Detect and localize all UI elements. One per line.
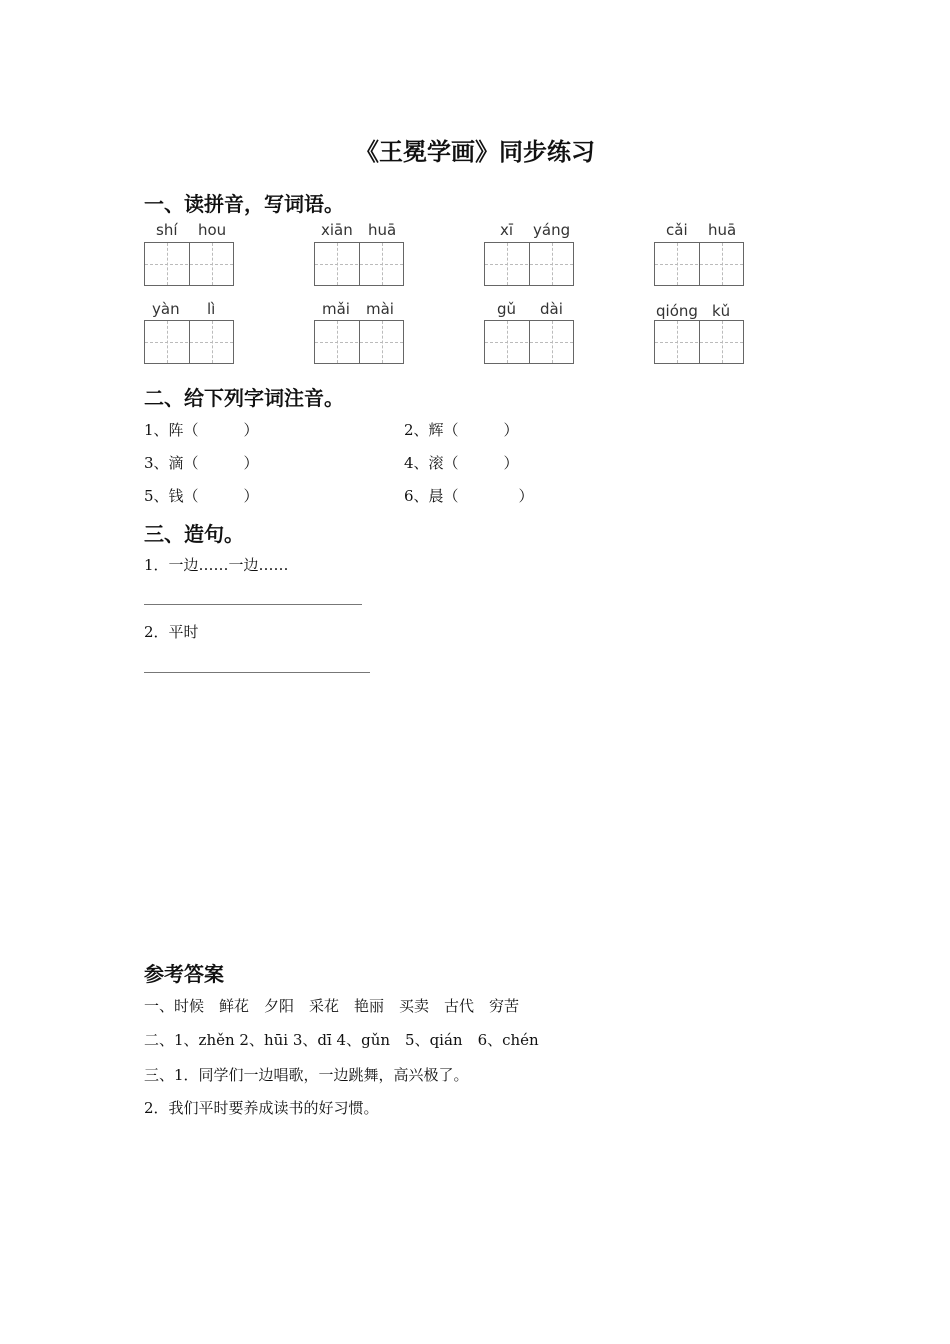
pinyin-1: shí xyxy=(156,221,178,239)
answer-line-2[interactable] xyxy=(144,672,370,673)
section3-heading: 三、造句。 xyxy=(144,522,244,546)
writing-box[interactable] xyxy=(314,242,404,286)
pinyin-2: lì xyxy=(207,300,216,318)
pinyin-2: mài xyxy=(366,300,394,318)
pinyin-1: xī xyxy=(500,221,514,239)
pinyin-2: dài xyxy=(540,300,563,318)
pinyin-1: yàn xyxy=(152,300,180,318)
writing-box[interactable] xyxy=(314,320,404,364)
pinyin-2: yáng xyxy=(533,221,571,239)
pinyin-1: cǎi xyxy=(666,221,688,239)
sentence-prompt-1: 1．一边……一边…… xyxy=(144,556,289,574)
pinyin-2: hou xyxy=(198,221,227,239)
answer-line: 三、1．同学们一边唱歌，一边跳舞，高兴极了。 xyxy=(144,1066,469,1084)
pinyin-2: kǔ xyxy=(712,302,731,320)
answer-line: 2．我们平时要养成读书的好习惯。 xyxy=(144,1099,379,1117)
answers-heading: 参考答案 xyxy=(144,962,224,986)
question-item: 2、辉（ ） xyxy=(404,421,519,439)
question-item: 6、晨（ ） xyxy=(404,487,534,505)
pinyin-1: mǎi xyxy=(322,300,350,318)
question-item: 4、滚（ ） xyxy=(404,454,519,472)
writing-box[interactable] xyxy=(654,242,744,286)
answer-line-1[interactable] xyxy=(144,604,362,605)
page-title: 《王冕学画》同步练习 xyxy=(355,138,595,166)
pinyin-1: gǔ xyxy=(497,300,517,318)
answer-line: 一、时候 鲜花 夕阳 采花 艳丽 买卖 古代 穷苦 xyxy=(144,997,520,1015)
writing-box[interactable] xyxy=(484,242,574,286)
pinyin-1: xiān xyxy=(321,221,353,239)
question-item: 1、阵（ ） xyxy=(144,421,259,439)
pinyin-2: huā xyxy=(708,221,737,239)
section2-heading: 二、给下列字词注音。 xyxy=(144,386,344,410)
sentence-prompt-2: 2．平时 xyxy=(144,623,199,641)
pinyin-1: qióng xyxy=(656,302,698,320)
pinyin-2: huā xyxy=(368,221,397,239)
writing-box[interactable] xyxy=(144,242,234,286)
answer-line: 二、1、zhěn 2、hūi 3、dī 4、gǔn 5、qián 6、chén xyxy=(144,1031,539,1049)
question-item: 3、滴（ ） xyxy=(144,454,259,472)
writing-box[interactable] xyxy=(484,320,574,364)
question-item: 5、钱（ ） xyxy=(144,487,259,505)
writing-box[interactable] xyxy=(654,320,744,364)
writing-box[interactable] xyxy=(144,320,234,364)
section1-heading: 一、读拼音，写词语。 xyxy=(144,192,344,216)
